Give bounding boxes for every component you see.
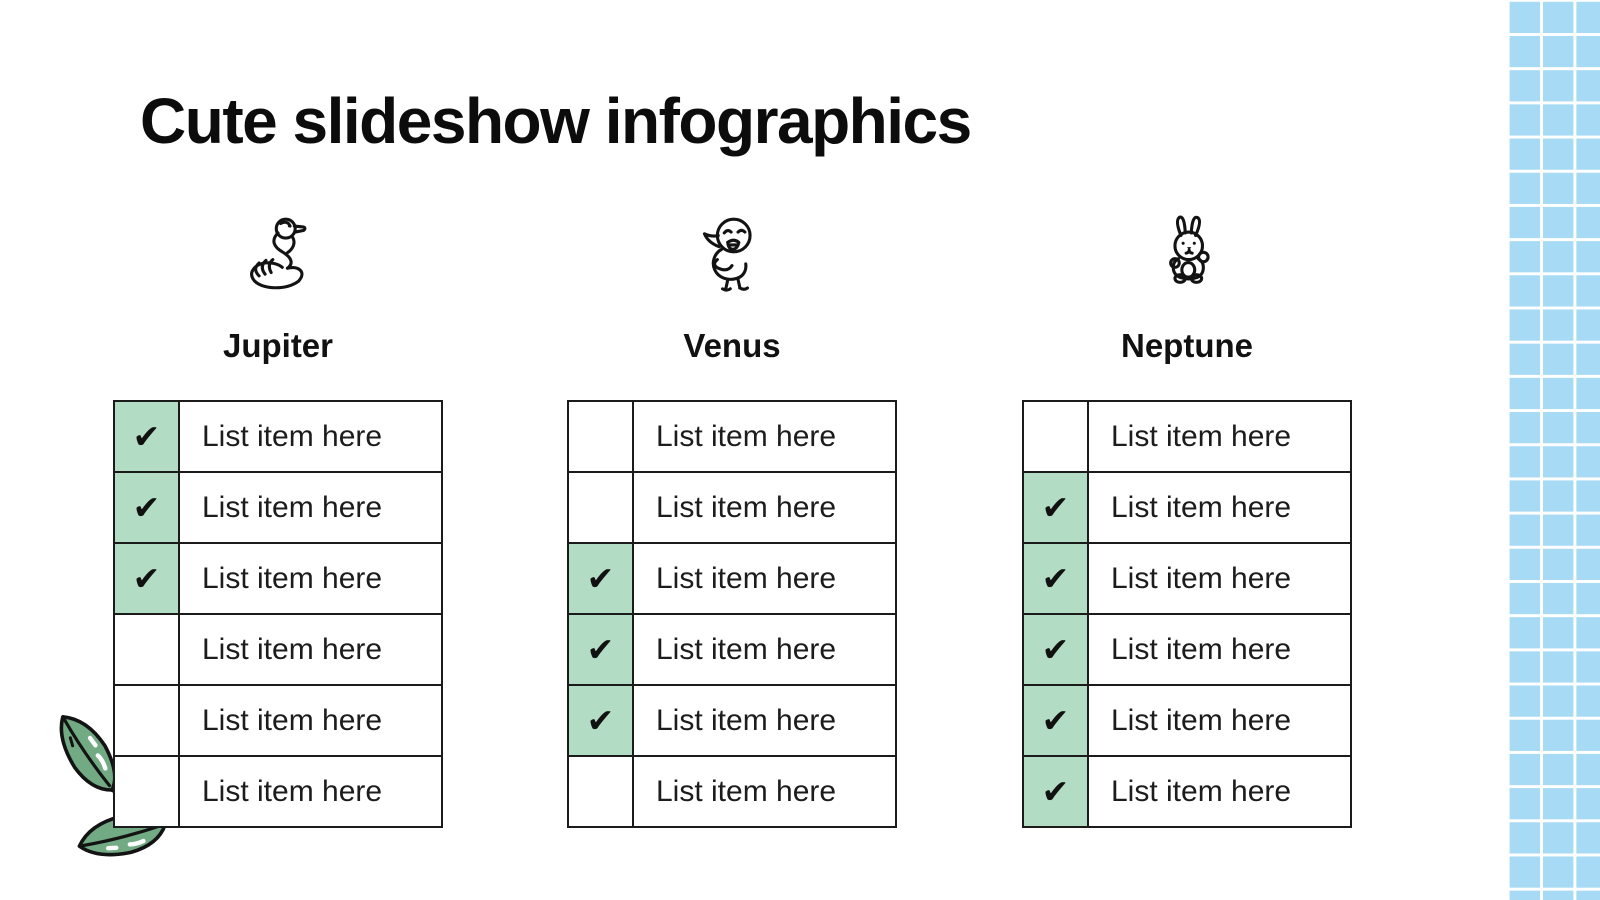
checkbox-cell: ✔ [568,685,633,756]
table-row [568,472,896,543]
checkbox-cell: ✔ [114,472,179,543]
list-item-text: List item here [633,401,896,472]
table-row [1023,401,1351,472]
table-row [114,543,442,614]
list-item-text: List item here [1088,401,1351,472]
checkbox-cell: ✔ [114,401,179,472]
checkbox-cell [568,472,633,543]
checkbox-cell [114,685,179,756]
table-row [114,614,442,685]
table-row [1023,685,1351,756]
checkbox-cell [568,401,633,472]
list-item-text: List item here [633,543,896,614]
checklist-table [113,400,443,828]
checkbox-cell: ✔ [1023,685,1088,756]
list-item-text: List item here [1088,614,1351,685]
list-item-text: List item here [1088,685,1351,756]
table-row [1023,614,1351,685]
list-item-text: List item here [633,685,896,756]
slide-title: Cute slideshow infographics [140,85,971,157]
checkbox-cell [1023,401,1088,472]
table-row [568,543,896,614]
column-venus [567,210,897,828]
checkbox-cell: ✔ [1023,472,1088,543]
list-item-text: List item here [1088,543,1351,614]
checklist-table [567,400,897,828]
column-label: Jupiter [222,327,334,364]
swan-icon [113,210,443,300]
column-jupiter [113,210,443,828]
column-label: Venus [683,327,781,364]
checkbox-cell: ✔ [1023,543,1088,614]
duck-icon [567,210,897,300]
list-item-text: List item here [179,543,442,614]
list-item-text: List item here [179,756,442,827]
list-item-text: List item here [633,472,896,543]
column-neptune [1022,210,1352,828]
list-item-text: List item here [179,685,442,756]
checkbox-cell: ✔ [114,543,179,614]
table-row [1023,472,1351,543]
list-item-text: List item here [633,756,896,827]
table-row [114,401,442,472]
table-row [568,401,896,472]
list-item-text: List item here [179,472,442,543]
checkbox-cell: ✔ [1023,614,1088,685]
table-row [1023,543,1351,614]
checkbox-cell: ✔ [568,543,633,614]
list-item-text: List item here [1088,756,1351,827]
table-row [114,756,442,827]
table-row [568,685,896,756]
list-item-text: List item here [633,614,896,685]
table-row [1023,756,1351,827]
checkbox-cell [114,614,179,685]
table-row [568,756,896,827]
checkbox-cell: ✔ [1023,756,1088,827]
table-row [568,614,896,685]
table-row [114,685,442,756]
list-item-text: List item here [179,614,442,685]
rabbit-icon [1022,210,1352,300]
checkbox-cell [568,756,633,827]
checklist-table [1022,400,1352,828]
grid-pattern [1507,0,1600,900]
list-item-text: List item here [179,401,442,472]
table-row [114,472,442,543]
list-item-text: List item here [1088,472,1351,543]
checkbox-cell [114,756,179,827]
column-label: Neptune [1121,327,1253,364]
checkbox-cell: ✔ [568,614,633,685]
